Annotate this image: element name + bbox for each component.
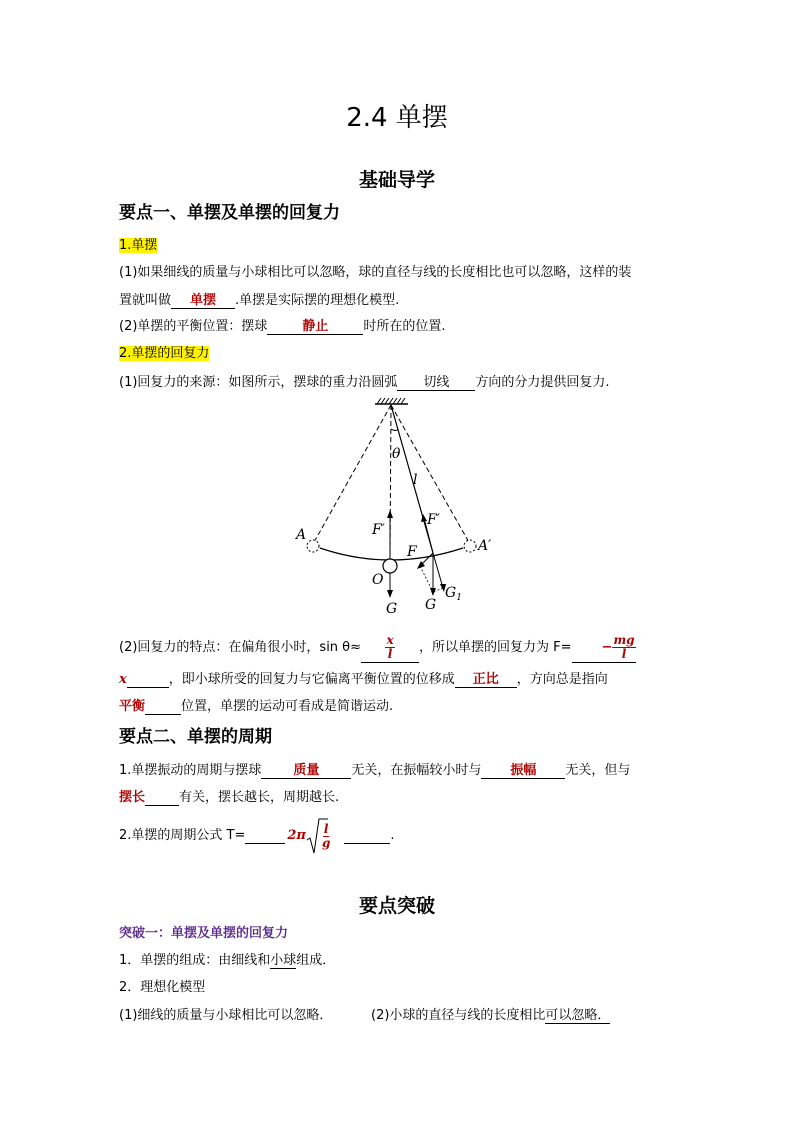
answer-mass: 质量 (293, 763, 320, 778)
section-heading-basic: 基础导学 (358, 169, 435, 191)
ball-o (383, 559, 397, 573)
ball-a-prime (464, 540, 476, 552)
ceiling-hatch (377, 398, 405, 404)
answer-tangent: 切线 (423, 375, 450, 390)
paragraph-ideal-condition-1: (1)细线的质量与小球相比可以忽略． (119, 1008, 333, 1023)
answer-2pi: 2π (287, 828, 306, 843)
label-f-prime-left: F′ (372, 522, 385, 538)
paragraph-equilibrium: (2)单摆的平衡位置：摆球 静止 时所在的位置. (119, 319, 446, 334)
paragraph-period-line2: 摆长 有关，摆长越长，周期越长. (119, 790, 340, 805)
paragraph-definition-line1: (1)如果细线的质量与小球相比可以忽略，球的直径与线的长度相比也可以忽略，这样的装 (119, 265, 632, 280)
pendulum-diagram (280, 396, 510, 618)
paragraph-period-line1: 1.单摆振动的周期与摆球 质量 无关，在振幅较小时与 振幅 无关，但与 (119, 763, 631, 778)
label-a: A (296, 527, 307, 543)
paragraph-ideal-model: 2．理想化模型 (119, 980, 206, 995)
theta-arc (391, 429, 398, 431)
answer-fraction-mg-over-l: $\frac{mg}{l}$ (613, 633, 635, 661)
paragraph-definition-line2: 置就叫做 单摆 .单摆是实际摆的理想化模型. (119, 293, 400, 308)
paragraph-period-formula: 2.单摆的周期公式 T= 2π $\frac{l}{g}$ . (119, 816, 394, 856)
page-title: 2.4 单摆 (346, 103, 448, 133)
paragraph-restoring-feature: (2)回复力的特点：在偏角很小时，sin θ≈ $\frac{x}{l}$ ，所以单摆的回复力为 F= − $\frac{mg}{l}$ (119, 633, 635, 661)
paragraph-force-source: (1)回复力的来源：如图所示，摆球的重力沿圆弧 切线 方向的分力提供回复力. (119, 375, 610, 390)
label-theta: θ (392, 446, 401, 462)
answer-proportional: 正比 (472, 672, 499, 687)
answer-fraction-x-over-l: $\frac{x}{l}$ (386, 633, 394, 661)
answer-at-rest: 静止 (302, 319, 329, 334)
label-g-left: G (386, 601, 398, 617)
paragraph-balance-position: 平衡 位置，单摆的运动可看成是简谐运动. (119, 699, 394, 714)
string-displaced (391, 405, 433, 553)
key-point-1-heading: 要点一、单摆及单摆的回复力 (119, 203, 340, 223)
paragraph-proportional: x ，即小球所受的回复力与它偏离平衡位置的位移成 正比 ，方向总是指向 (119, 672, 608, 687)
key-point-2-heading: 要点二、单摆的周期 (119, 727, 272, 747)
section-heading-breakthrough: 要点突破 (358, 895, 435, 917)
paragraph-ideal-condition-2: (2)小球的直径与线的长度相比可以忽略． (371, 1008, 611, 1023)
breakthrough-1-heading: 突破一：单摆及单摆的回复力 (119, 926, 289, 941)
paragraph-composition: 1．单摆的组成：由细线和小球组成． (119, 953, 336, 968)
label-a-prime: A′ (478, 538, 492, 554)
arc-path (320, 548, 463, 560)
label-o: O (372, 572, 384, 588)
label-l: l (413, 472, 418, 488)
label-f-prime-right: F′ (427, 512, 440, 528)
component-g1-arrow (433, 553, 443, 588)
subheading-pendulum: 1.单摆 (119, 238, 158, 253)
answer-fraction-l-over-g: $\frac{l}{g}$ (321, 821, 331, 850)
label-f: F (407, 544, 417, 560)
answer-length: 摆长 (119, 790, 146, 805)
answer-balance: 平衡 (119, 699, 146, 714)
subheading-restoring-force: 2.单摆的回复力 (119, 346, 210, 361)
answer-amplitude: 振幅 (510, 763, 537, 778)
label-g-mid: G (425, 597, 437, 613)
ball-a (307, 540, 319, 552)
label-g1: $G_1$ (445, 585, 462, 603)
answer-simple-pendulum: 单摆 (190, 293, 217, 308)
